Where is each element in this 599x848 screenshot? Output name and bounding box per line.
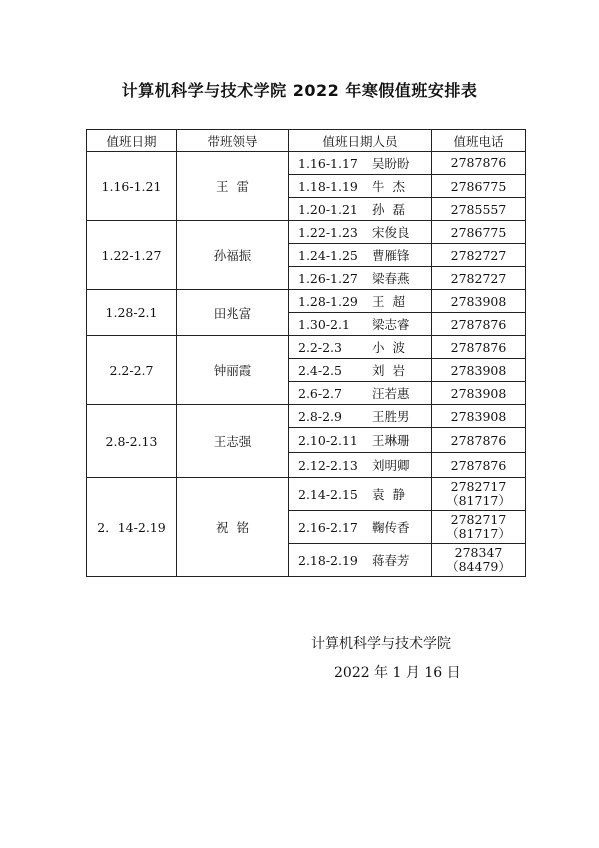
page-title: 计算机科学与技术学院 2022 年寒假值班安排表: [121, 81, 478, 100]
phone-cell: [432, 405, 526, 428]
leader-cell: 祝 铭: [177, 478, 289, 577]
shift-date: 2.10-2.11: [298, 432, 358, 448]
staff-cell: [289, 313, 432, 336]
phone-number: 2787876: [450, 339, 507, 355]
staff-name: 孙 磊: [372, 202, 405, 217]
staff-name: 梁春燕: [372, 271, 410, 286]
table-row: [87, 478, 526, 511]
staff-cell: [289, 152, 432, 175]
period-cell: 2．14-2.19: [87, 478, 177, 577]
header-duty-date: 值班日期: [87, 130, 177, 152]
staff-name: 蒋春芳: [372, 553, 410, 568]
staff-name: 刘 岩: [372, 363, 405, 378]
phone-cell: [432, 336, 526, 359]
leader-cell: 钟丽霞: [177, 336, 289, 405]
staff-cell: [289, 198, 432, 221]
leader-cell: 王 雷: [177, 152, 289, 221]
staff-cell: [289, 544, 432, 577]
staff-name: 王 超: [372, 294, 405, 309]
shift-date: 2.4-2.5: [298, 362, 342, 378]
header-duty-staff: 值班日期人员: [289, 130, 432, 152]
phone-cell: [432, 544, 526, 577]
staff-name: 小 波: [372, 340, 405, 355]
staff-name: 刘明卿: [372, 458, 410, 473]
staff-name: 袁 静: [372, 487, 405, 502]
staff-cell: [289, 382, 432, 405]
footer-organization: 计算机科学与技术学院: [311, 636, 451, 652]
shift-date: 2.16-2.17: [298, 519, 358, 535]
staff-name: 汪若惠: [372, 386, 410, 401]
staff-cell: [289, 511, 432, 544]
phone-number: 2783908: [450, 362, 507, 378]
shift-date: 1.30-2.1: [298, 316, 350, 332]
staff-name: 鞠传香: [372, 520, 410, 535]
table-row: [87, 221, 526, 244]
phone-number: 2783908: [450, 408, 507, 424]
phone-cell: [432, 313, 526, 336]
table-row: [87, 336, 526, 359]
phone-cell: [432, 198, 526, 221]
phone-number: 2787876: [450, 432, 507, 448]
shift-date: 1.26-1.27: [298, 270, 358, 286]
phone-number: 278347: [454, 545, 503, 560]
phone-number: 2782717: [450, 479, 507, 494]
staff-cell: [289, 405, 432, 428]
shift-date: 2.14-2.15: [298, 486, 358, 502]
staff-name: 吴盼盼: [372, 156, 410, 171]
period-cell: 1.28-2.1: [87, 290, 177, 336]
phone-cell: [432, 428, 526, 453]
staff-cell: [289, 336, 432, 359]
staff-name: 宋俊良: [372, 225, 410, 240]
phone-cell: [432, 359, 526, 382]
shift-date: 1.24-1.25: [298, 247, 358, 263]
table-row: [87, 152, 526, 175]
staff-name: 王胜男: [372, 409, 410, 424]
shift-date: 2.12-2.13: [298, 457, 358, 473]
period-cell: 1.16-1.21: [87, 152, 177, 221]
phone-number: 2787876: [450, 316, 507, 332]
staff-cell: [289, 290, 432, 313]
staff-cell: [289, 244, 432, 267]
shift-date: 1.16-1.17: [298, 155, 358, 171]
staff-name: 梁志睿: [372, 317, 410, 332]
footer-date: 2022 年 1 月 16 日: [334, 665, 461, 681]
staff-cell: [289, 453, 432, 478]
shift-date: 2.2-2.3: [298, 339, 342, 355]
phone-cell: [432, 152, 526, 175]
phone-cell: [432, 244, 526, 267]
phone-number: 2786775: [450, 224, 507, 240]
staff-cell: [289, 267, 432, 290]
table-row: [87, 290, 526, 313]
phone-number: 2782727: [450, 270, 507, 286]
leader-cell: 田兆富: [177, 290, 289, 336]
period-cell: 2.2-2.7: [87, 336, 177, 405]
phone-cell: [432, 382, 526, 405]
staff-cell: [289, 359, 432, 382]
shift-date: 1.18-1.19: [298, 178, 358, 194]
staff-cell: [289, 175, 432, 198]
phone-cell: [432, 453, 526, 478]
phone-extension: （81717）: [446, 526, 511, 541]
phone-number: 2786775: [450, 178, 507, 194]
table-row: [87, 405, 526, 428]
duty-schedule-table: [86, 129, 526, 577]
leader-cell: 王志强: [177, 405, 289, 478]
staff-cell: [289, 478, 432, 511]
phone-cell: [432, 290, 526, 313]
shift-date: 2.6-2.7: [298, 385, 342, 401]
phone-extension: （84479）: [446, 559, 511, 574]
phone-number: 2787876: [450, 457, 507, 473]
period-cell: 1.22-1.27: [87, 221, 177, 290]
shift-date: 1.28-1.29: [298, 293, 358, 309]
phone-cell: [432, 175, 526, 198]
phone-number: 2783908: [450, 293, 507, 309]
phone-number: 2782717: [450, 512, 507, 527]
header-phone: 值班电话: [432, 130, 526, 152]
header-leader: 带班领导: [177, 130, 289, 152]
staff-cell: [289, 428, 432, 453]
period-cell: 2.8-2.13: [87, 405, 177, 478]
leader-cell: 孙福振: [177, 221, 289, 290]
shift-date: 1.22-1.23: [298, 224, 358, 240]
phone-cell: [432, 511, 526, 544]
phone-number: 2782727: [450, 247, 507, 263]
shift-date: 2.8-2.9: [298, 408, 342, 424]
table-header-row: [87, 130, 526, 152]
staff-name: 王琳珊: [372, 433, 410, 448]
phone-cell: [432, 478, 526, 511]
phone-cell: [432, 221, 526, 244]
staff-name: 牛 杰: [372, 179, 405, 194]
phone-number: 2787876: [450, 155, 507, 170]
staff-cell: [289, 221, 432, 244]
phone-number: 2785557: [450, 201, 507, 217]
phone-cell: [432, 267, 526, 290]
phone-extension: （81717）: [446, 493, 511, 508]
staff-name: 曹雁锋: [372, 248, 410, 263]
shift-date: 1.20-1.21: [298, 201, 358, 217]
phone-number: 2783908: [450, 385, 507, 401]
shift-date: 2.18-2.19: [298, 552, 358, 568]
